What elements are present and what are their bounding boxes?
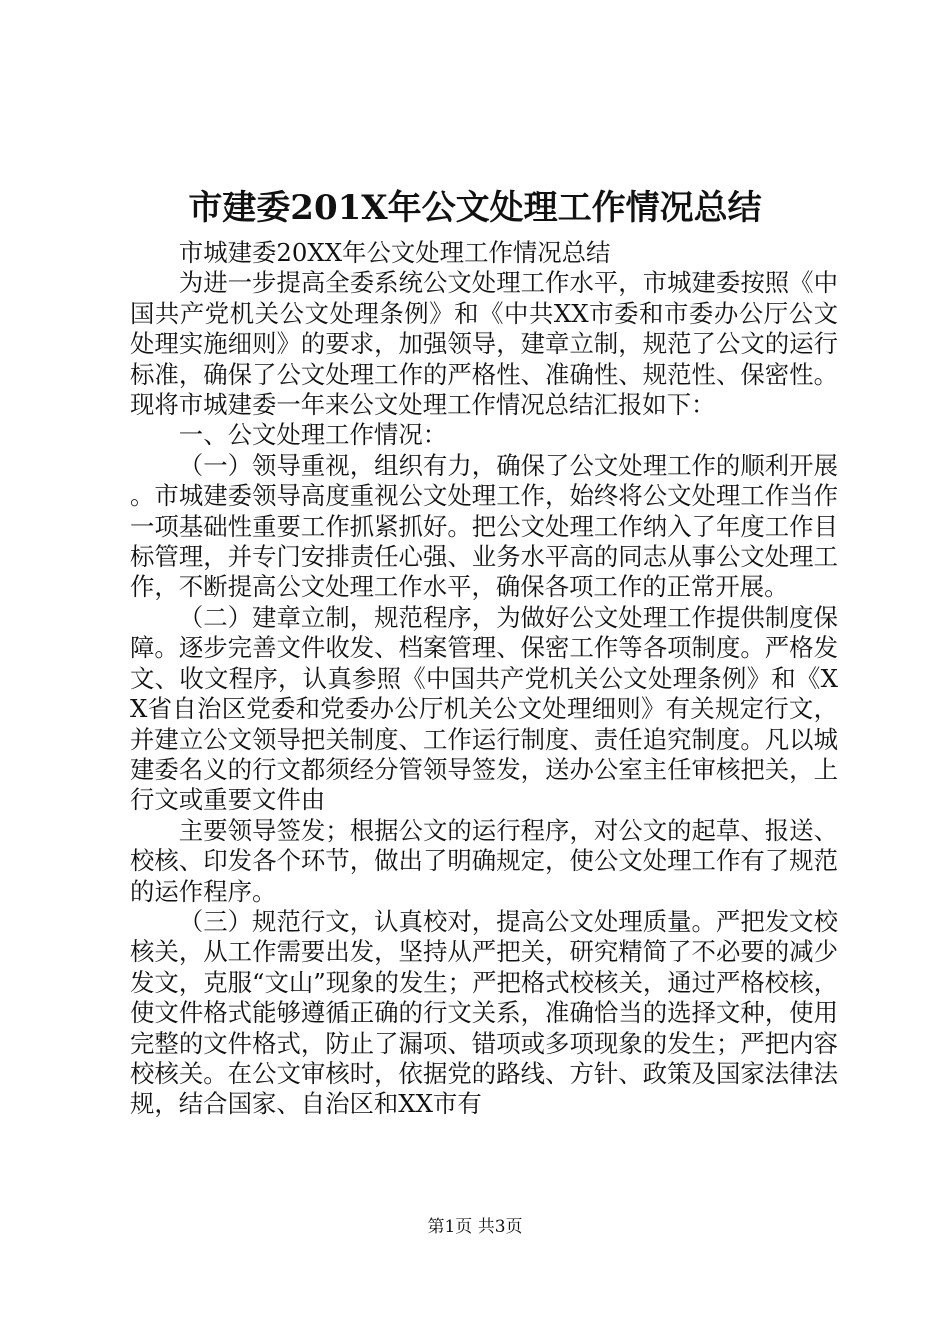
document-body [130,238,838,1120]
paragraph-continuation: 主要领导签发；根据公文的运行程序，对公文的起草、报送、校核、印发各个环节，做出了明确规定，使公文处理工作有了规范的运作程序。 [130,815,838,906]
intro-paragraph: 为进一步提高全委系统公文处理工作水平，市城建委按照《中国共产党机关公文处理条例》和《中共XX市委和市委办公厅公文处理实施细则》的要求，加强领导，建章立制，规范了公文的运行标准，确保了公文处理工作的严格性、准确性、规范性、保密性。现将市城建委一年来公文处理工作情况总结汇报如下： [130,268,838,420]
paragraph-item-1: （一）领导重视，组织有力，确保了公文处理工作的顺利开展。市城建委领导高度重视公文处理工作，始终将公文处理工作当作一项基础性重要工作抓紧抓好。把公文处理工作纳入了年度工作目标管理，并专门安排责任心强、业务水平高的同志从事公文处理工作，不断提高公文处理工作水平，确保各项工作的正常开展。 [130,450,838,602]
paragraph-item-3: （三）规范行文，认真校对，提高公文处理质量。严把发文校核关，从工作需要出发，坚持从严把关，研究精简了不必要的减少发文，克服“文山”现象的发生；严把格式校核关，通过严格校核，使文件格式能够遵循正确的行文关系，准确恰当的选择文种，使用完整的文件格式，防止了漏项、错项或多项现象的发生；严把内容校核关。在公文审核时，依据党的路线、方针、政策及国家法律法规，结合国家、自治区和XX市有 [130,906,838,1119]
subtitle-paragraph: 市城建委20XX年公文处理工作情况总结 [178,238,611,267]
section-heading: 一、公文处理工作情况： [178,420,448,450]
document-title: 市建委201X年公文处理工作情况总结 [188,188,762,228]
page-footer: 第1页 共3页 [427,1217,523,1237]
paragraph-item-2: （二）建章立制，规范程序，为做好公文处理工作提供制度保障。逐步完善文件收发、档案管理、保密工作等各项制度。严格发文、收文程序，认真参照《中国共产党机关公文处理条例》和《XX省自治区党委和党委办公厅机关公文处理细则》有关规定行文，并建立公文领导把关制度、工作运行制度、责任追究制度。凡以城建委名义的行文都须经分管领导签发，送办公室主任审核把关，上行文或重要文件由 [130,602,838,815]
